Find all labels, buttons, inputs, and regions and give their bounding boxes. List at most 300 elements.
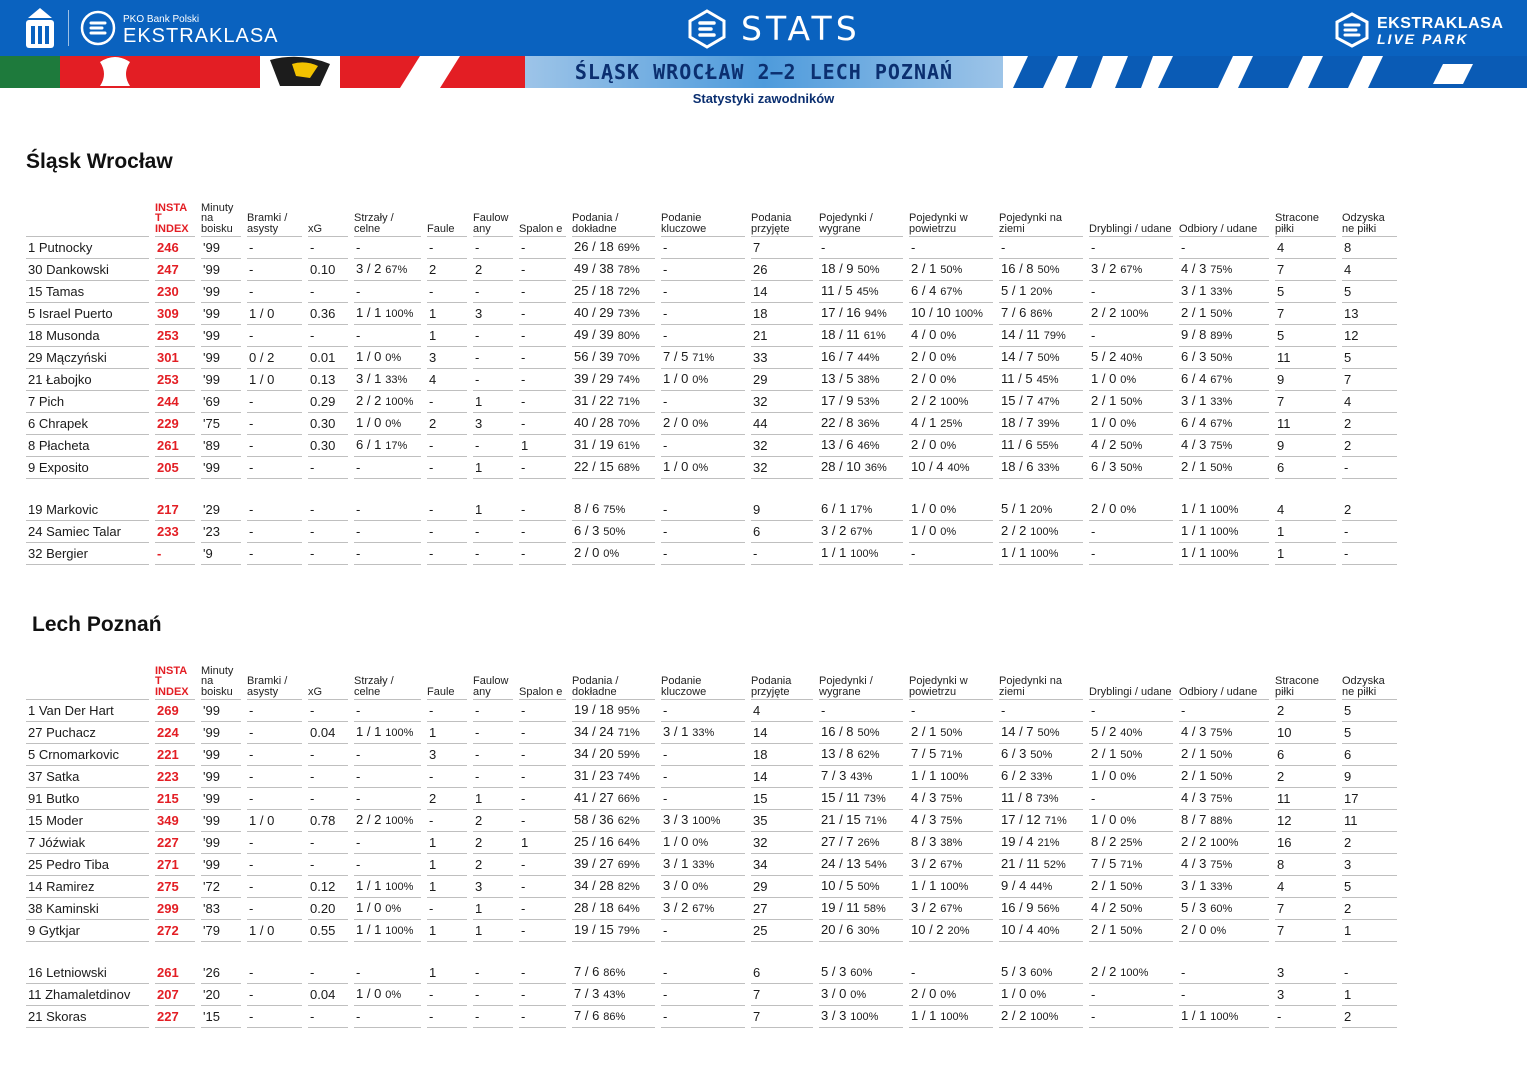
offsides-cell: - [519,521,566,543]
key-passes-cell: - [661,521,745,543]
key-passes-cell: 2 / 0 0% [661,413,745,435]
xg-cell: 0.55 [308,920,348,942]
balls-lost-cell: 3 [1275,984,1336,1006]
duels-cell: 21 / 15 71% [819,810,903,832]
player-cell: 7 Pich [26,391,149,413]
player-cell: 1 Putnocky [26,237,149,259]
balls-recovered-cell: 5 [1342,876,1397,898]
passes-received-cell: 26 [751,259,813,281]
offsides-cell: - [519,810,566,832]
balls-recovered-cell: 3 [1342,854,1397,876]
insta-index-cell: 309 [155,303,195,325]
ground-duels-cell: 19 / 4 21% [999,832,1083,854]
duels-cell: 6 / 1 17% [819,499,903,521]
fouls-cell: 3 [427,347,467,369]
minutes-cell: '69 [201,391,241,413]
player-cell: 30 Dankowski [26,259,149,281]
shots-cell: 1 / 1 100% [354,876,421,898]
ground-duels-cell: 2 / 2 100% [999,1006,1083,1028]
ground-duels-cell: 10 / 4 40% [999,920,1083,942]
xg-cell: 0.20 [308,898,348,920]
duels-cell: - [819,700,903,722]
goals-assists-cell: - [247,722,302,744]
goals-assists-cell: - [247,832,302,854]
balls-lost-cell: 6 [1275,457,1336,479]
balls-recovered-cell: 17 [1342,788,1397,810]
shots-cell: 1 / 0 0% [354,413,421,435]
dribbles-cell: - [1089,521,1173,543]
fouled-cell: 1 [473,920,513,942]
tackles-cell: 6 / 4 67% [1179,369,1269,391]
passes-cell: 25 / 18 72% [572,281,655,303]
key-passes-cell: 3 / 2 67% [661,898,745,920]
aerial-duels-header: Pojedynki w powietrzu [909,199,993,237]
fouled-header: Faulow any [473,199,513,237]
fouled-cell: 2 [473,259,513,281]
player-row [26,303,1397,325]
tackles-cell: 4 / 3 75% [1179,854,1269,876]
goals-assists-cell: - [247,499,302,521]
insta-index-cell: 253 [155,369,195,391]
player-row [26,435,1397,457]
minutes-cell: '20 [201,984,241,1006]
substitute-row [26,1006,1397,1028]
shots-cell: - [354,832,421,854]
goals-assists-cell: - [247,788,302,810]
fouled-cell: 2 [473,854,513,876]
balls-lost-cell: 2 [1275,766,1336,788]
shots-cell: - [354,499,421,521]
passes-received-cell: 14 [751,722,813,744]
balls-recovered-cell: 2 [1342,413,1397,435]
player-row [26,898,1397,920]
xg-cell: 0.13 [308,369,348,391]
minutes-cell: '72 [201,876,241,898]
tackles-cell: 3 / 1 33% [1179,391,1269,413]
passes-cell: 31 / 23 74% [572,766,655,788]
key-passes-cell: 1 / 0 0% [661,457,745,479]
player-cell: 32 Bergier [26,543,149,565]
dribbles-cell: - [1089,281,1173,303]
goals-assists-cell: - [247,457,302,479]
player-cell: 19 Markovic [26,499,149,521]
duels-cell: 7 / 3 43% [819,766,903,788]
passes-received-cell: 32 [751,435,813,457]
key-passes-cell: 3 / 3 100% [661,810,745,832]
minutes-cell: '99 [201,722,241,744]
offsides-cell: - [519,898,566,920]
insta-index-cell: 233 [155,521,195,543]
key-passes-cell: - [661,391,745,413]
dribbles-cell: 5 / 2 40% [1089,347,1173,369]
key-passes-cell: 3 / 0 0% [661,876,745,898]
balls-lost-cell: 7 [1275,391,1336,413]
goals-assists-cell: 1 / 0 [247,810,302,832]
xg-cell: 0.30 [308,413,348,435]
aerial-duels-cell: 2 / 2 100% [909,391,993,413]
player-row [26,766,1397,788]
key-passes-cell: - [661,700,745,722]
minutes-cell: '9 [201,543,241,565]
passes-received-cell: 18 [751,744,813,766]
aerial-duels-cell: 4 / 3 75% [909,810,993,832]
balls-recovered-cell: 4 [1342,259,1397,281]
balls-lost-cell: 4 [1275,237,1336,259]
player-row [26,413,1397,435]
passes-cell: 40 / 28 70% [572,413,655,435]
balls-lost-cell: 11 [1275,788,1336,810]
key-passes-cell: - [661,499,745,521]
shots-cell: 1 / 1 100% [354,722,421,744]
player-row [26,347,1397,369]
offsides-cell: - [519,457,566,479]
sponsor-text: PKO Bank Polski [123,14,200,25]
minutes-cell: '99 [201,832,241,854]
player-row [26,369,1397,391]
balls-recovered-cell: 2 [1342,435,1397,457]
balls-recovered-cell: 11 [1342,810,1397,832]
passes-cell: 19 / 18 95% [572,700,655,722]
key-passes-cell: - [661,543,745,565]
player-row [26,237,1397,259]
insta-index-cell: 299 [155,898,195,920]
xg-cell: - [308,700,348,722]
insta-index-cell: 207 [155,984,195,1006]
dribbles-cell: 7 / 5 71% [1089,854,1173,876]
minutes-cell: '99 [201,744,241,766]
insta-index-cell: 275 [155,876,195,898]
xg-header: xG [308,199,348,237]
passes-cell: 34 / 24 71% [572,722,655,744]
passes-cell: 58 / 36 62% [572,810,655,832]
goals-assists-cell: - [247,435,302,457]
balls-lost-cell: 4 [1275,876,1336,898]
balls-recovered-cell: 4 [1342,391,1397,413]
key-passes-cell: - [661,281,745,303]
fouled-cell: - [473,543,513,565]
player-cell: 9 Exposito [26,457,149,479]
tackles-cell: 5 / 3 60% [1179,898,1269,920]
passes-received-cell: 14 [751,281,813,303]
tackles-cell: 2 / 1 50% [1179,303,1269,325]
player-cell: 11 Zhamaletdinov [26,984,149,1006]
passes-received-cell: 35 [751,810,813,832]
player-cell: 7 Jóźwiak [26,832,149,854]
fouled-cell: 3 [473,303,513,325]
balls-lost-cell: 6 [1275,744,1336,766]
goals-assists-cell: - [247,325,302,347]
dribbles-cell: 1 / 0 0% [1089,369,1173,391]
ground-duels-cell: 9 / 4 44% [999,876,1083,898]
match-banner [0,56,1527,88]
shots-header: Strzały / celne [354,199,421,237]
ground-duels-cell: 5 / 1 20% [999,499,1083,521]
balls-lost-cell: 7 [1275,920,1336,942]
goals-assists-cell: - [247,521,302,543]
offsides-cell: - [519,700,566,722]
fouls-header: Faule [427,662,467,700]
duels-cell: - [819,237,903,259]
xg-cell: - [308,325,348,347]
offsides-cell: - [519,766,566,788]
ground-duels-header: Pojedynki na ziemi [999,199,1083,237]
balls-lost-cell: 1 [1275,543,1336,565]
duels-cell: 5 / 3 60% [819,962,903,984]
balls-recovered-cell: - [1342,543,1397,565]
dribbles-cell: 2 / 0 0% [1089,499,1173,521]
tackles-cell: - [1179,984,1269,1006]
balls-lost-header: Stracone piłki [1275,662,1336,700]
insta-index-cell: 205 [155,457,195,479]
spacer-cell [26,479,1397,499]
xg-cell: 0.30 [308,435,348,457]
key-passes-cell: - [661,984,745,1006]
goals-assists-cell: - [247,391,302,413]
xg-cell: 0.78 [308,810,348,832]
tackles-cell: 1 / 1 100% [1179,1006,1269,1028]
duels-cell: 11 / 5 45% [819,281,903,303]
fouls-cell: 1 [427,832,467,854]
player-row [26,722,1397,744]
balls-recovered-cell: - [1342,521,1397,543]
fouls-cell: 4 [427,369,467,391]
fouled-cell: 2 [473,832,513,854]
fouled-cell: - [473,369,513,391]
aerial-duels-cell: 2 / 0 0% [909,984,993,1006]
fouled-cell: 1 [473,457,513,479]
duels-cell: 16 / 8 50% [819,722,903,744]
passes-received-cell: 6 [751,962,813,984]
fouls-cell: - [427,499,467,521]
passes-cell: 25 / 16 64% [572,832,655,854]
tackles-cell: 8 / 7 88% [1179,810,1269,832]
aerial-duels-cell: 7 / 5 71% [909,744,993,766]
balls-lost-cell: 4 [1275,499,1336,521]
dribbles-cell: 2 / 2 100% [1089,303,1173,325]
substitute-row [26,543,1397,565]
ground-duels-cell: 15 / 7 47% [999,391,1083,413]
ground-duels-cell: 6 / 3 50% [999,744,1083,766]
passes-received-cell: 25 [751,920,813,942]
fouls-cell: - [427,435,467,457]
insta-index-cell: 217 [155,499,195,521]
dribbles-cell: - [1089,325,1173,347]
fouled-cell: - [473,281,513,303]
key-passes-cell: - [661,920,745,942]
balls-lost-cell: 11 [1275,347,1336,369]
player-cell: 18 Musonda [26,325,149,347]
substitute-row [26,499,1397,521]
tackles-cell: 1 / 1 100% [1179,521,1269,543]
shots-cell: 2 / 2 100% [354,810,421,832]
aerial-duels-cell: 3 / 2 67% [909,898,993,920]
key-passes-cell: 7 / 5 71% [661,347,745,369]
duels-cell: 15 / 11 73% [819,788,903,810]
passes-received-cell: 15 [751,788,813,810]
balls-recovered-cell: 5 [1342,700,1397,722]
player-cell: 24 Samiec Talar [26,521,149,543]
duels-cell: 13 / 6 46% [819,435,903,457]
balls-recovered-header: Odzyska ne piłki [1342,199,1397,237]
fouled-cell: 3 [473,876,513,898]
xg-cell: - [308,962,348,984]
aerial-duels-cell: 10 / 2 20% [909,920,993,942]
passes-cell: 31 / 19 61% [572,435,655,457]
player-row [26,457,1397,479]
player-cell: 5 Crnomarkovic [26,744,149,766]
key-passes-cell: - [661,788,745,810]
ground-duels-cell: 1 / 1 100% [999,543,1083,565]
duels-cell: 28 / 10 36% [819,457,903,479]
offsides-cell: - [519,499,566,521]
goals-assists-cell: - [247,962,302,984]
insta-index-cell: 246 [155,237,195,259]
ekstraklasa-logo-icon [80,10,116,46]
fouls-cell: - [427,766,467,788]
offsides-cell: 1 [519,832,566,854]
player-row [26,920,1397,942]
aerial-duels-cell: 8 / 3 38% [909,832,993,854]
goals-assists-cell: 1 / 0 [247,920,302,942]
team-title: Lech Poznań [32,613,162,636]
balls-lost-header: Stracone piłki [1275,199,1336,237]
shots-cell: - [354,766,421,788]
passes-cell: 49 / 38 78% [572,259,655,281]
balls-lost-cell: 9 [1275,435,1336,457]
ground-duels-cell: 14 / 7 50% [999,722,1083,744]
goals-assists-cell: - [247,1006,302,1028]
balls-recovered-cell: 2 [1342,499,1397,521]
duels-cell: 3 / 2 67% [819,521,903,543]
fouls-cell: 1 [427,920,467,942]
livepark-brand-bottom: LIVE PARK [1377,31,1469,47]
tackles-cell: 4 / 3 75% [1179,259,1269,281]
duels-header: Pojedynki / wygrane [819,662,903,700]
passes-cell: 7 / 6 86% [572,962,655,984]
offsides-cell: - [519,303,566,325]
balls-lost-cell: 7 [1275,259,1336,281]
tackles-cell: 9 / 8 89% [1179,325,1269,347]
goals-assists-cell: 1 / 0 [247,303,302,325]
dribbles-header: Dryblingi / udane [1089,662,1173,700]
fouled-cell: - [473,347,513,369]
xg-cell: - [308,832,348,854]
fouled-cell: - [473,237,513,259]
player-row [26,810,1397,832]
balls-recovered-cell: 12 [1342,325,1397,347]
duels-cell: 3 / 3 100% [819,1006,903,1028]
player-cell: 14 Ramirez [26,876,149,898]
fouled-cell: - [473,700,513,722]
aerial-duels-cell: - [909,962,993,984]
passes-received-cell: 7 [751,237,813,259]
player-cell: 6 Chrapek [26,413,149,435]
duels-cell: 20 / 6 30% [819,920,903,942]
tackles-cell: 1 / 1 100% [1179,543,1269,565]
key-passes-header: Podanie kluczowe [661,662,745,700]
insta-index-header: INSTA T INDEX [155,662,195,700]
spacer-cell [26,942,1397,962]
aerial-duels-cell: 1 / 1 100% [909,1006,993,1028]
insta-index-cell: 261 [155,435,195,457]
balls-lost-cell: 10 [1275,722,1336,744]
fouls-cell: - [427,457,467,479]
aerial-duels-cell: 4 / 1 25% [909,413,993,435]
player-row [26,391,1397,413]
player-cell: 15 Tamas [26,281,149,303]
passes-received-cell: 4 [751,700,813,722]
xg-cell: 0.10 [308,259,348,281]
stats-logo-icon [687,9,727,49]
player-cell: 37 Satka [26,766,149,788]
aerial-duels-cell: 1 / 0 0% [909,499,993,521]
fouled-cell: - [473,325,513,347]
tackles-cell: 6 / 4 67% [1179,413,1269,435]
minutes-header: Minuty na boisku [201,199,241,237]
offsides-cell: - [519,722,566,744]
substitute-row [26,962,1397,984]
passes-received-cell: 32 [751,391,813,413]
insta-index-cell: 271 [155,854,195,876]
match-title: ŚLĄSK WROCŁAW 2–2 LECH POZNAŃ [574,60,954,84]
header-divider [68,10,69,46]
shots-cell: - [354,543,421,565]
dribbles-cell: - [1089,1006,1173,1028]
substitute-row [26,521,1397,543]
fouls-cell: 2 [427,788,467,810]
balls-lost-cell: 16 [1275,832,1336,854]
dribbles-cell: 1 / 0 0% [1089,413,1173,435]
tackles-cell: 4 / 3 75% [1179,435,1269,457]
shots-cell: 1 / 0 0% [354,898,421,920]
tackles-cell: 2 / 2 100% [1179,832,1269,854]
fouled-cell: 1 [473,898,513,920]
offsides-cell: - [519,413,566,435]
balls-recovered-cell: 2 [1342,898,1397,920]
aerial-duels-header: Pojedynki w powietrzu [909,662,993,700]
player-row [26,854,1397,876]
dribbles-cell: 1 / 0 0% [1089,810,1173,832]
balls-lost-cell: 7 [1275,303,1336,325]
offsides-cell: - [519,259,566,281]
passes-cell: 2 / 0 0% [572,543,655,565]
passes-received-cell: 27 [751,898,813,920]
player-cell: 9 Gytkjar [26,920,149,942]
fouls-cell: - [427,521,467,543]
passes-header: Podania / dokładne [572,662,655,700]
shots-cell: 3 / 2 67% [354,259,421,281]
dribbles-cell: - [1089,237,1173,259]
passes-cell: 56 / 39 70% [572,347,655,369]
fouled-cell: 1 [473,499,513,521]
minutes-header: Minuty na boisku [201,662,241,700]
page-subtitle: Statystyki zawodników [692,91,835,106]
xg-cell: - [308,521,348,543]
offsides-cell: - [519,281,566,303]
xg-cell: 0.29 [308,391,348,413]
aerial-duels-cell: - [909,237,993,259]
goals-assists-cell: - [247,237,302,259]
fouls-cell: 1 [427,876,467,898]
insta-index-header: INSTA T INDEX [155,199,195,237]
key-passes-cell: - [661,303,745,325]
xg-cell: 0.12 [308,876,348,898]
passes-received-cell: 21 [751,325,813,347]
xg-cell: - [308,281,348,303]
key-passes-cell: - [661,259,745,281]
tackles-cell: 3 / 1 33% [1179,281,1269,303]
shots-cell: 6 / 1 17% [354,435,421,457]
